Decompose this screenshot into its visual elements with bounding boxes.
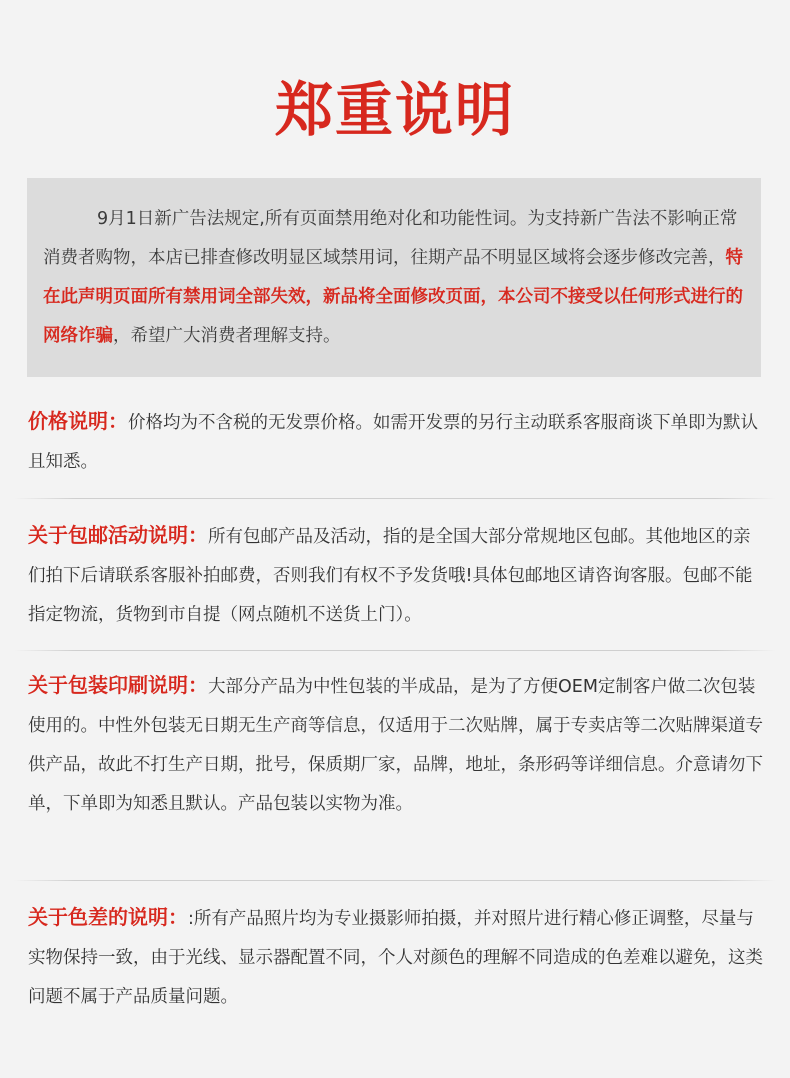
- price-text: 价格均为不含税的无发票价格。如需开发票的另行主动联系客服商谈下单即为默认且知悉。: [28, 413, 758, 472]
- notice-box: [27, 178, 761, 377]
- divider: [14, 880, 776, 881]
- packaging-heading: 关于包装印刷说明：: [28, 673, 208, 697]
- notice-text-part2: ，希望广大消费者理解支持。: [113, 326, 341, 346]
- packaging-section: [28, 666, 766, 824]
- notice-text-part1: 9月1日新广告法规定,所有页面禁用绝对化和功能性词。为支持新广告法不影响正常消费者购物，本店已排查修改明显区域禁用词，往期产品不明显区域将会逐步修改完善，: [43, 209, 738, 268]
- page-title: 郑重说明: [274, 76, 515, 144]
- packaging-text: 大部分产品为中性包装的半成品，是为了方便OEM定制客户做二次包装使用的。中性外包装无日期无生产商等信息，仅适用于二次贴牌，属于专卖店等二次贴牌渠道专供产品，故此不打生产日期，批号，保质期厂家，品牌，地址，条形码等详细信息。介意请勿下单，下单即为知悉且默认。产品包装以实物为准。: [28, 677, 763, 814]
- notice-highlight: 特在此声明页面所有禁用词全部失效，新品将全面修改页面，本公司不接受以任何形式进行的网络诈骗: [43, 248, 743, 346]
- color-section: [28, 898, 766, 1017]
- color-heading: 关于色差的说明：: [28, 905, 188, 929]
- divider: [14, 498, 776, 499]
- color-text: :所有产品照片均为专业摄影师拍摄，并对照片进行精心修正调整，尽量与实物保持一致，由于光线、显示器配置不同，个人对颜色的理解不同造成的色差难以避免，这类问题不属于产品质量问题。: [28, 909, 763, 1007]
- price-heading: 价格说明：: [28, 409, 128, 433]
- divider: [14, 650, 776, 651]
- shipping-section: [28, 516, 766, 635]
- shipping-text: 所有包邮产品及活动，指的是全国大部分常规地区包邮。其他地区的亲们拍下后请联系客服补拍邮费，否则我们有权不予发货哦!具体包邮地区请咨询客服。包邮不能指定物流，货物到市自提（网点随机不送货上门）。: [28, 527, 753, 625]
- price-section: [28, 402, 766, 482]
- shipping-heading: 关于包邮活动说明：: [28, 523, 208, 547]
